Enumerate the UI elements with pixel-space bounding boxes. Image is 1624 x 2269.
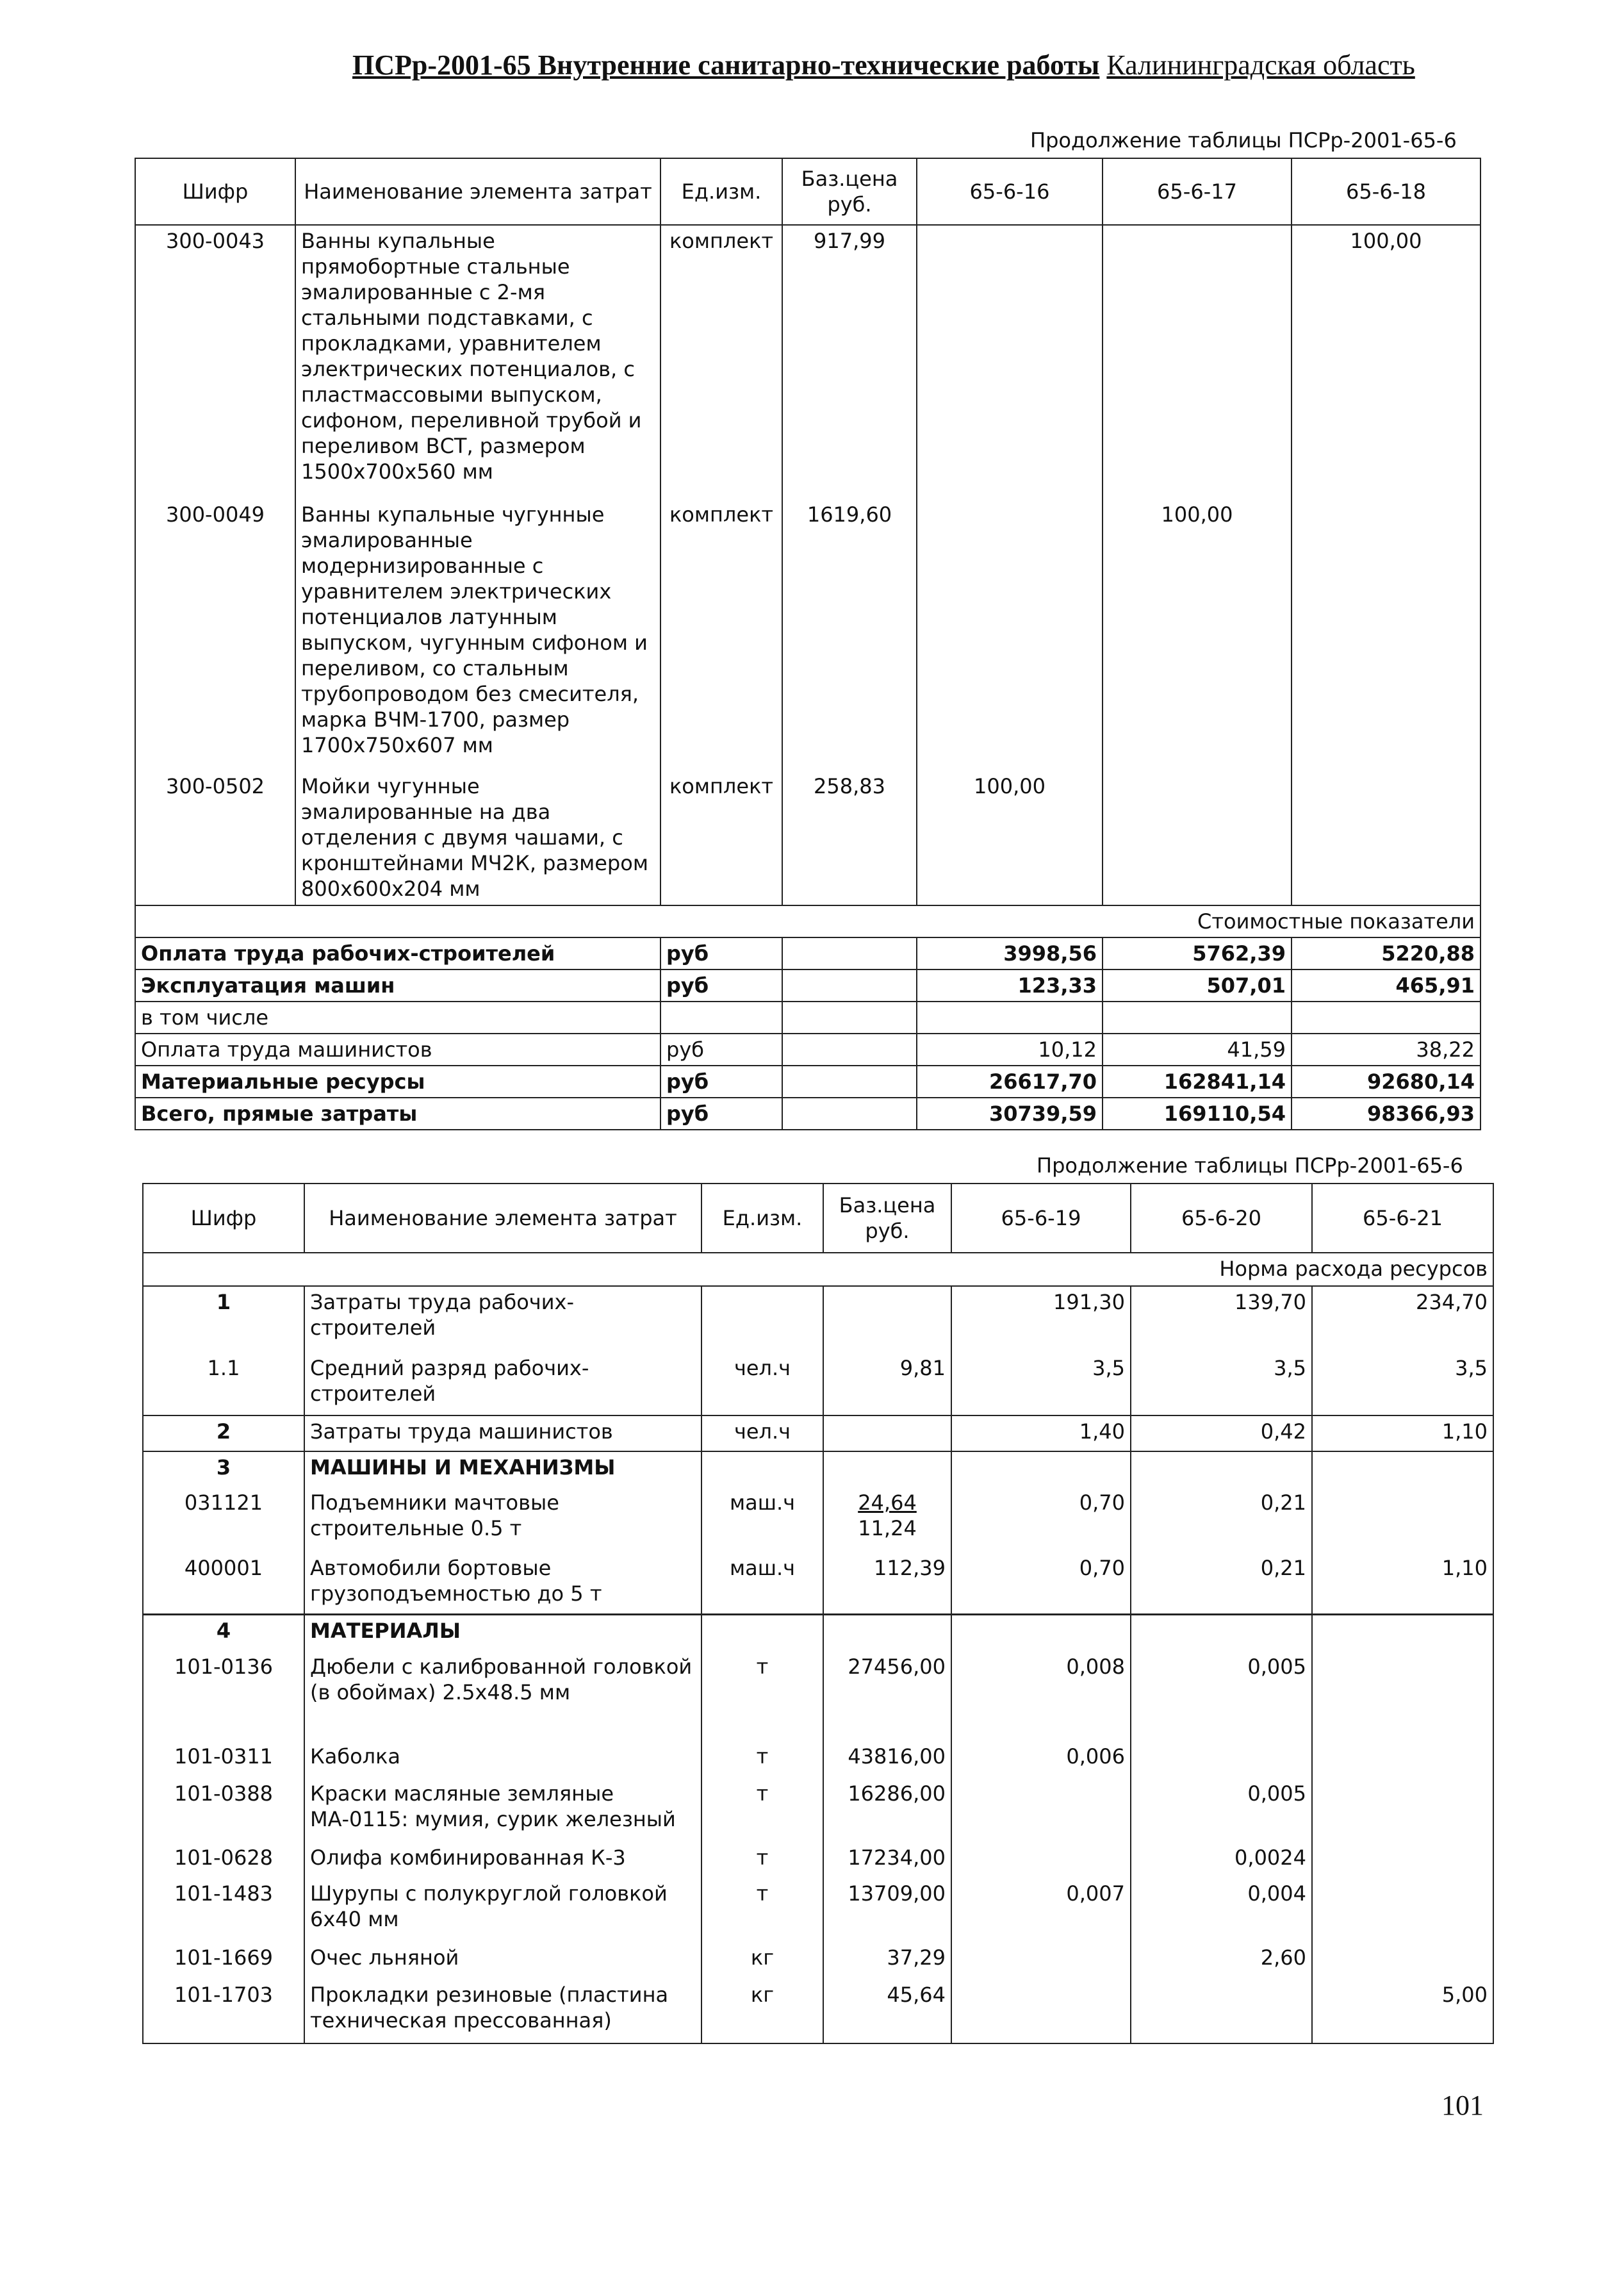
row-unit: комплект xyxy=(660,771,782,905)
col-header-code: Шифр xyxy=(143,1184,304,1253)
row-value-1: 0,007 xyxy=(951,1878,1131,1942)
section-title: МАШИНЫ И МЕХАНИЗМЫ xyxy=(304,1451,701,1487)
row-value-1: 0,006 xyxy=(951,1741,1131,1778)
table-row xyxy=(143,1842,1493,1878)
col-header-unit: Ед.изм. xyxy=(660,158,782,225)
cost-value-1: 10,12 xyxy=(917,1034,1103,1066)
row-price xyxy=(823,1487,951,1553)
row-unit: чел.ч xyxy=(701,1353,823,1415)
cost-value-1: 30739,59 xyxy=(917,1098,1103,1130)
cost-unit: руб xyxy=(660,1034,782,1066)
row-value-1: 1,40 xyxy=(951,1415,1131,1451)
row-value-2: 0,005 xyxy=(1131,1778,1312,1842)
table-row xyxy=(143,1487,1493,1553)
cost-value-3 xyxy=(1292,1002,1480,1034)
cost-value-2: 169110,54 xyxy=(1103,1098,1292,1130)
table2-header-row xyxy=(143,1184,1493,1253)
cost-unit: руб xyxy=(660,1098,782,1130)
row-code: 4 xyxy=(143,1614,304,1651)
cost-row xyxy=(135,1066,1480,1098)
row-price: 27456,00 xyxy=(823,1651,951,1741)
row-name: Ванны купальные чугунные эмалированные модернизированные с уравнителем электрических потенциалов латунным выпуском, чугунным сифоном и переливом, со стальным трубопроводом без смесителя, марка ВЧМ-1700, размер 1700х750х607 мм xyxy=(295,499,660,771)
cost-row xyxy=(135,969,1480,1002)
cost-value-3: 465,91 xyxy=(1292,969,1480,1002)
table1-continuation: Продолжение таблицы ПСРр-2001-65-6 xyxy=(1030,128,1457,153)
row-code: 3 xyxy=(143,1451,304,1487)
row-name: Прокладки резиновые (пластина техническая прессованная) xyxy=(304,1979,701,2043)
table-row xyxy=(135,225,1480,499)
row-value-3: 1,10 xyxy=(1312,1415,1493,1451)
row-value-3 xyxy=(1312,1942,1493,1979)
row-unit: т xyxy=(701,1778,823,1842)
cost-value-1 xyxy=(917,1002,1103,1034)
cost-value-3: 5220,88 xyxy=(1292,937,1480,969)
row-code: 031121 xyxy=(143,1487,304,1553)
row-value-1: 0,70 xyxy=(951,1487,1131,1553)
row-code: 101-0388 xyxy=(143,1778,304,1842)
row-code: 101-1703 xyxy=(143,1979,304,2043)
row-value-3: 3,5 xyxy=(1312,1353,1493,1415)
header-code: ПСРр-2001-65 Внутренние санитарно-технические работы xyxy=(352,49,1100,81)
row-name: Краски масляные земляные МА-0115: мумия, сурик железный xyxy=(304,1778,701,1842)
row-value-3 xyxy=(1292,771,1480,905)
table-row xyxy=(143,1353,1493,1415)
cost-value-2: 507,01 xyxy=(1103,969,1292,1002)
row-value-1: 0,70 xyxy=(951,1553,1131,1614)
col-header-price: Баз.цена руб. xyxy=(823,1184,951,1253)
col-header-65-6-21: 65-6-21 xyxy=(1312,1184,1493,1253)
row-price: 17234,00 xyxy=(823,1842,951,1878)
cost-name: Оплата труда рабочих-строителей xyxy=(135,937,660,969)
row-name: Затраты труда рабочих-строителей xyxy=(304,1286,701,1353)
row-price: 16286,00 xyxy=(823,1778,951,1842)
table2 xyxy=(142,1183,1494,2044)
row-code: 101-0136 xyxy=(143,1651,304,1741)
col-header-65-6-18: 65-6-18 xyxy=(1292,158,1480,225)
row-value-2: 0,21 xyxy=(1131,1553,1312,1614)
row-name: Мойки чугунные эмалированные на два отделения с двумя чашами, с кронштейнами МЧ2К, размером 800х600х204 мм xyxy=(295,771,660,905)
cost-unit: руб xyxy=(660,1066,782,1098)
row-value-1 xyxy=(917,225,1103,499)
cost-name: Эксплуатация машин xyxy=(135,969,660,1002)
row-name: Средний разряд рабочих-строителей xyxy=(304,1353,701,1415)
table-row xyxy=(143,1778,1493,1842)
row-name: Ванны купальные прямобортные стальные эмалированные с 2-мя стальными подставками, с прокладками, уравнителем электрических потенциалов, с пластмассовыми выпуском, сифоном, переливной трубой и переливом ВСТ, размером 1500х700х560 мм xyxy=(295,225,660,499)
row-value-1 xyxy=(951,1842,1131,1878)
row-code: 300-0049 xyxy=(135,499,295,771)
row-name: Шурупы с полукруглой головкой 6х40 мм xyxy=(304,1878,701,1942)
row-unit: т xyxy=(701,1651,823,1741)
page-number: 101 xyxy=(1441,2090,1484,2121)
cost-name: Материальные ресурсы xyxy=(135,1066,660,1098)
row-value-1: 100,00 xyxy=(917,771,1103,905)
row-code: 300-0502 xyxy=(135,771,295,905)
cost-value-3: 98366,93 xyxy=(1292,1098,1480,1130)
col-header-65-6-19: 65-6-19 xyxy=(951,1184,1131,1253)
row-price-secondary: 11,24 xyxy=(858,1516,917,1540)
row-value-1 xyxy=(951,1778,1131,1842)
cost-value-3: 38,22 xyxy=(1292,1034,1480,1066)
col-header-65-6-20: 65-6-20 xyxy=(1131,1184,1312,1253)
row-unit: кг xyxy=(701,1942,823,1979)
row-code: 101-1669 xyxy=(143,1942,304,1979)
row-value-3: 5,00 xyxy=(1312,1979,1493,2043)
table-row xyxy=(143,1741,1493,1778)
table-row xyxy=(143,1553,1493,1614)
row-unit: кг xyxy=(701,1979,823,2043)
cost-value-2: 5762,39 xyxy=(1103,937,1292,969)
row-value-1 xyxy=(951,1942,1131,1979)
row-price: 9,81 xyxy=(823,1353,951,1415)
col-header-code: Шифр xyxy=(135,158,295,225)
table-row xyxy=(143,1942,1493,1979)
row-value-3 xyxy=(1312,1487,1493,1553)
cost-unit: руб xyxy=(660,937,782,969)
row-price xyxy=(823,1286,951,1353)
row-unit: т xyxy=(701,1741,823,1778)
row-value-3: 1,10 xyxy=(1312,1553,1493,1614)
row-name: Подъемники мачтовые строительные 0.5 т xyxy=(304,1487,701,1553)
section-row xyxy=(143,1451,1493,1487)
row-code: 101-0628 xyxy=(143,1842,304,1878)
table-row xyxy=(135,499,1480,771)
row-name: Очес льняной xyxy=(304,1942,701,1979)
table1-header-row xyxy=(135,158,1480,225)
row-value-3 xyxy=(1292,499,1480,771)
row-unit xyxy=(701,1286,823,1353)
cost-row xyxy=(135,1098,1480,1130)
cost-value-2 xyxy=(1103,1002,1292,1034)
col-header-name: Наименование элемента затрат xyxy=(304,1184,701,1253)
row-unit: маш.ч xyxy=(701,1487,823,1553)
cost-value-2: 162841,14 xyxy=(1103,1066,1292,1098)
row-code: 101-1483 xyxy=(143,1878,304,1942)
row-price: 37,29 xyxy=(823,1942,951,1979)
header-region: Калининградская область xyxy=(1106,49,1415,81)
cost-name: в том числе xyxy=(135,1002,660,1034)
row-code: 1 xyxy=(143,1286,304,1353)
row-unit: комплект xyxy=(660,499,782,771)
norm-title-row xyxy=(143,1253,1493,1286)
row-price: 258,83 xyxy=(782,771,917,905)
row-value-2: 0,42 xyxy=(1131,1415,1312,1451)
page-header xyxy=(352,49,1480,81)
cost-row xyxy=(135,937,1480,969)
row-name: Олифа комбинированная К-3 xyxy=(304,1842,701,1878)
row-name: Автомобили бортовые грузоподъемностью до 5 т xyxy=(304,1553,701,1614)
cost-title: Стоимостные показатели xyxy=(135,905,1480,937)
section-title: МАТЕРИАЛЫ xyxy=(304,1614,701,1651)
row-name: Дюбели с калиброванной головкой (в обоймах) 2.5х48.5 мм xyxy=(304,1651,701,1741)
row-code: 400001 xyxy=(143,1553,304,1614)
table1 xyxy=(135,158,1481,1130)
row-value-2: 139,70 xyxy=(1131,1286,1312,1353)
cost-row xyxy=(135,1034,1480,1066)
table-row xyxy=(135,771,1480,905)
row-value-2: 0,004 xyxy=(1131,1878,1312,1942)
row-value-2: 100,00 xyxy=(1103,499,1292,771)
row-value-3 xyxy=(1312,1842,1493,1878)
row-unit: т xyxy=(701,1842,823,1878)
col-header-name: Наименование элемента затрат xyxy=(295,158,660,225)
row-price: 45,64 xyxy=(823,1979,951,2043)
section-row xyxy=(143,1614,1493,1651)
row-value-3 xyxy=(1312,1878,1493,1942)
row-price-primary: 24,64 xyxy=(858,1490,917,1515)
cost-value-3: 92680,14 xyxy=(1292,1066,1480,1098)
row-value-1: 3,5 xyxy=(951,1353,1131,1415)
row-value-2 xyxy=(1131,1979,1312,2043)
cost-title-row xyxy=(135,905,1480,937)
norm-title: Норма расхода ресурсов xyxy=(143,1253,1493,1286)
row-unit: комплект xyxy=(660,225,782,499)
table-row xyxy=(143,1415,1493,1451)
row-value-3 xyxy=(1312,1651,1493,1741)
row-value-2 xyxy=(1103,225,1292,499)
cost-name: Оплата труда машинистов xyxy=(135,1034,660,1066)
col-header-unit: Ед.изм. xyxy=(701,1184,823,1253)
row-name: Затраты труда машинистов xyxy=(304,1415,701,1451)
row-value-1 xyxy=(917,499,1103,771)
cost-value-2: 41,59 xyxy=(1103,1034,1292,1066)
row-price xyxy=(823,1415,951,1451)
row-unit: чел.ч xyxy=(701,1415,823,1451)
row-value-2: 0,005 xyxy=(1131,1651,1312,1741)
row-value-3 xyxy=(1312,1778,1493,1842)
row-code: 101-0311 xyxy=(143,1741,304,1778)
row-value-2: 0,0024 xyxy=(1131,1842,1312,1878)
cost-unit: руб xyxy=(660,969,782,1002)
row-name: Каболка xyxy=(304,1741,701,1778)
cost-value-1: 3998,56 xyxy=(917,937,1103,969)
cost-value-1: 123,33 xyxy=(917,969,1103,1002)
col-header-price: Баз.цена руб. xyxy=(782,158,917,225)
row-value-3: 234,70 xyxy=(1312,1286,1493,1353)
row-code: 300-0043 xyxy=(135,225,295,499)
row-price: 917,99 xyxy=(782,225,917,499)
row-value-2: 3,5 xyxy=(1131,1353,1312,1415)
row-value-3 xyxy=(1312,1741,1493,1778)
row-unit: маш.ч xyxy=(701,1553,823,1614)
row-value-1: 0,008 xyxy=(951,1651,1131,1741)
row-value-2 xyxy=(1103,771,1292,905)
row-code: 2 xyxy=(143,1415,304,1451)
row-value-2: 2,60 xyxy=(1131,1942,1312,1979)
cost-row xyxy=(135,1002,1480,1034)
row-value-3: 100,00 xyxy=(1292,225,1480,499)
col-header-65-6-17: 65-6-17 xyxy=(1103,158,1292,225)
row-price: 112,39 xyxy=(823,1553,951,1614)
table-row xyxy=(143,1651,1493,1741)
table-row xyxy=(143,1286,1493,1353)
row-value-1 xyxy=(951,1979,1131,2043)
row-price: 1619,60 xyxy=(782,499,917,771)
row-value-2: 0,21 xyxy=(1131,1487,1312,1553)
row-code: 1.1 xyxy=(143,1353,304,1415)
row-value-2 xyxy=(1131,1741,1312,1778)
table2-continuation: Продолжение таблицы ПСРр-2001-65-6 xyxy=(1037,1153,1463,1178)
row-price: 13709,00 xyxy=(823,1878,951,1942)
row-value-1: 191,30 xyxy=(951,1286,1131,1353)
row-price: 43816,00 xyxy=(823,1741,951,1778)
col-header-65-6-16: 65-6-16 xyxy=(917,158,1103,225)
cost-name: Всего, прямые затраты xyxy=(135,1098,660,1130)
cost-value-1: 26617,70 xyxy=(917,1066,1103,1098)
cost-unit xyxy=(660,1002,782,1034)
table-row xyxy=(143,1878,1493,1942)
table-row xyxy=(143,1979,1493,2043)
row-unit: т xyxy=(701,1878,823,1942)
